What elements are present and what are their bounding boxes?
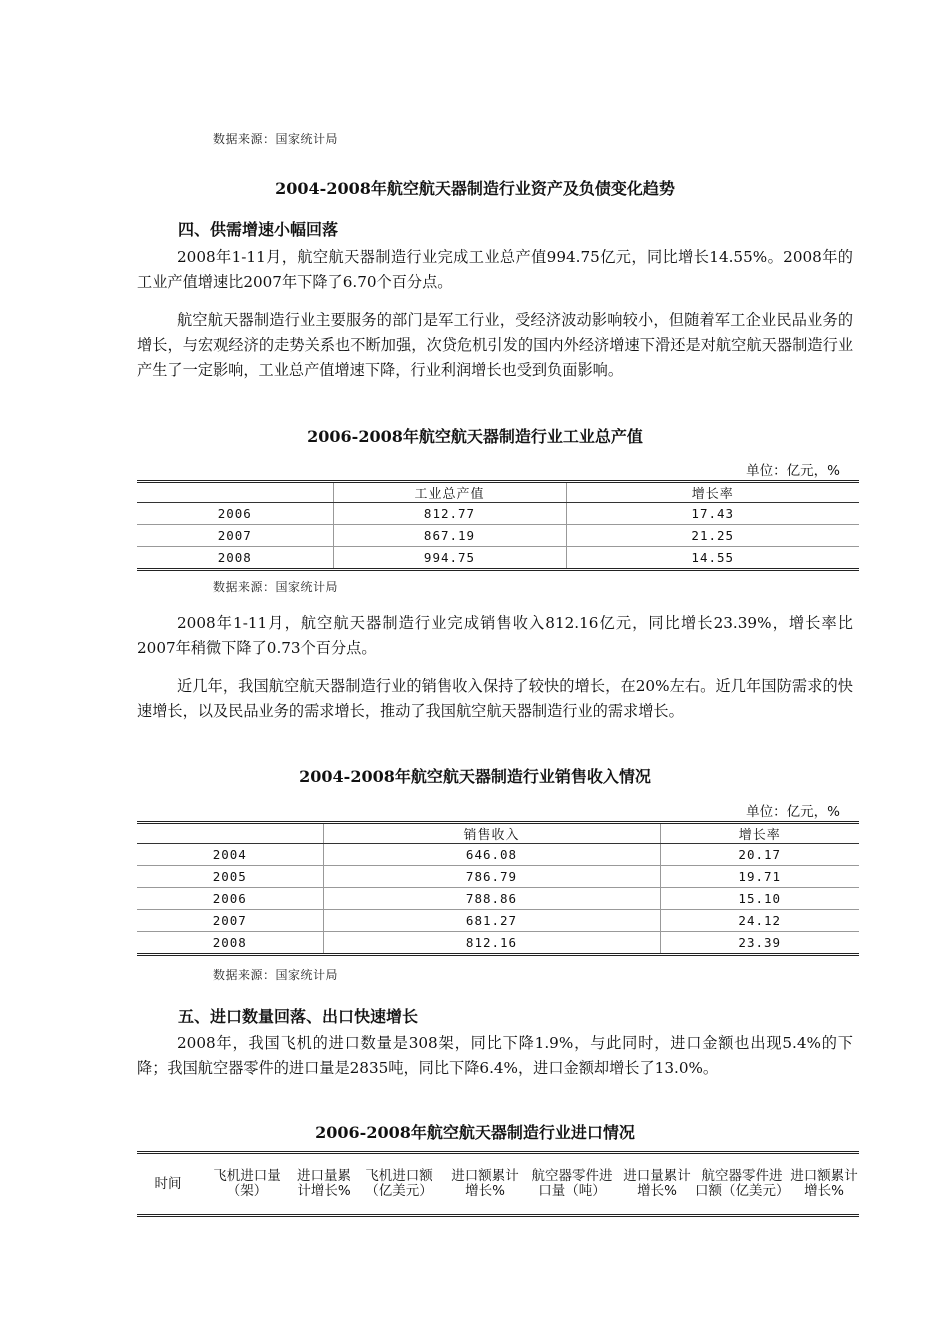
table-cell-year: 2008: [137, 932, 323, 955]
table-cell-growth: 21.25: [566, 525, 859, 547]
table-cell-value: 812.16: [323, 932, 660, 955]
column-header: 飞机进口额（亿美元）: [365, 1168, 433, 1199]
table-cell-year: 2005: [137, 866, 323, 888]
table-cell-growth: 23.39: [660, 932, 859, 955]
table-cell-growth: 20.17: [660, 844, 859, 866]
table-cell-value: 786.79: [323, 866, 660, 888]
table-unit-output: 单位：亿元，%: [746, 463, 840, 479]
table-header-row: [137, 1153, 859, 1216]
table-cell-year: 2006: [137, 888, 323, 910]
table-cell-growth: 17.43: [566, 503, 859, 525]
table-cell-growth: 24.12: [660, 910, 859, 932]
paragraph-sales-growth: 近几年，我国航空航天器制造行业的销售收入保持了较快的增长，在20%左右。近几年国防需求的快速增长，以及民品业务的需求增长，推动了我国航空航天器制造行业的需求增长。: [137, 677, 853, 720]
table-cell-year: 2008: [137, 547, 333, 570]
section-heading-4: 四、供需增速小幅回落: [178, 220, 339, 239]
table-cell-year: 2006: [137, 503, 333, 525]
column-header: 航空器零件进口量（吨）: [531, 1168, 613, 1199]
table-row: [137, 844, 859, 866]
import-table: [137, 1151, 859, 1217]
column-header: 销售收入: [323, 823, 660, 844]
paragraph-sales-revenue: 2008年1-11月，航空航天器制造行业完成销售收入812.16亿元，同比增长23.39%，增长率比2007年稍微下降了0.73个百分点。: [137, 614, 853, 657]
column-header: 工业总产值: [333, 482, 566, 503]
column-header: [137, 823, 323, 844]
paragraph-imports: 2008年，我国飞机的进口数量是308架，同比下降1.9%，与此同时，进口金额也出现5.4%的下降；我国航空器零件的进口量是2835吨，同比下降6.4%，进口金额却增长了13.0%。: [137, 1034, 853, 1077]
table-header-row: [137, 482, 859, 503]
table-row: [137, 525, 859, 547]
data-source-note: 数据来源：国家统计局: [213, 968, 339, 982]
table-unit-sales: 单位：亿元，%: [746, 804, 840, 820]
table-row: [137, 910, 859, 932]
column-header: 进口额累计增长%: [790, 1168, 858, 1199]
table-row: [137, 888, 859, 910]
table-row: [137, 932, 859, 955]
table-row: [137, 503, 859, 525]
table-row: [137, 866, 859, 888]
table-header-row: [137, 823, 859, 844]
column-header: 时间: [154, 1175, 182, 1192]
table-row: [137, 547, 859, 570]
column-header: 增长率: [566, 482, 859, 503]
column-header: 航空器零件进口额（亿美元）: [695, 1168, 790, 1199]
table-cell-value: 681.27: [323, 910, 660, 932]
table-cell-year: 2007: [137, 910, 323, 932]
table-cell-growth: 14.55: [566, 547, 859, 570]
table-cell-value: 812.77: [333, 503, 566, 525]
table-title-sales: 2004-2008年航空航天器制造行业销售收入情况: [299, 767, 651, 786]
table-title-output: 2006-2008年航空航天器制造行业工业总产值: [307, 427, 643, 446]
table-cell-growth: 19.71: [660, 866, 859, 888]
column-header: [137, 482, 333, 503]
column-header: 飞机进口量（架）: [213, 1168, 281, 1199]
table-cell-year: 2007: [137, 525, 333, 547]
table-cell-year: 2004: [137, 844, 323, 866]
section-heading-5: 五、进口数量回落、出口快速增长: [178, 1007, 419, 1026]
column-header: 增长率: [660, 823, 859, 844]
output-value-table: [137, 480, 859, 571]
column-header: 进口量累计增长%: [623, 1168, 691, 1199]
column-header: 进口额累计增长%: [451, 1168, 519, 1199]
paragraph-output-value: 2008年1-11月，航空航天器制造行业完成工业总产值994.75亿元，同比增长14.55%。2008年的工业产值增速比2007年下降了6.70个百分点。: [137, 248, 853, 291]
data-source-note: 数据来源：国家统计局: [213, 580, 339, 594]
table-cell-growth: 15.10: [660, 888, 859, 910]
table-cell-value: 867.19: [333, 525, 566, 547]
table-cell-value: 788.86: [323, 888, 660, 910]
table-title-imports: 2006-2008年航空航天器制造行业进口情况: [315, 1123, 635, 1142]
table-cell-value: 646.08: [323, 844, 660, 866]
sales-revenue-table: [137, 821, 859, 956]
chart-title-assets: 2004-2008年航空航天器制造行业资产及负债变化趋势: [275, 179, 675, 198]
column-header: 进口量累计增长%: [297, 1168, 351, 1199]
data-source-note: 数据来源：国家统计局: [213, 132, 339, 146]
table-cell-value: 994.75: [333, 547, 566, 570]
paragraph-industry-impact: 航空航天器制造行业主要服务的部门是军工行业，受经济波动影响较小，但随着军工企业民品业务的增长，与宏观经济的走势关系也不断加强，次贷危机引发的国内外经济增速下滑还是对航空航天器制造行业产生了一定影响，工业总产值增速下降，行业利润增长也受到负面影响。: [137, 311, 853, 379]
